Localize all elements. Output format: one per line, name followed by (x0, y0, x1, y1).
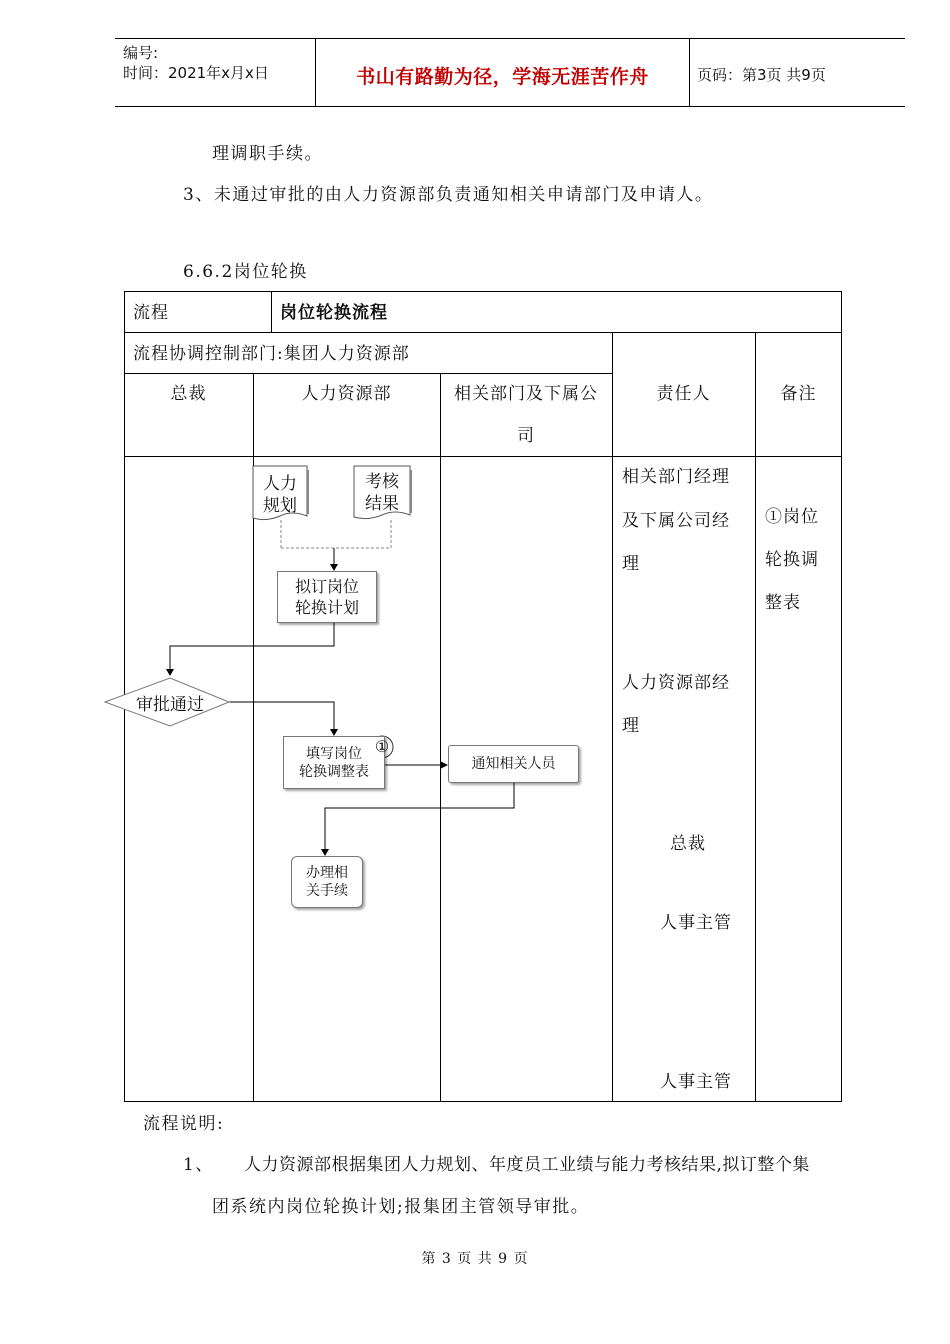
column-related-line1: 相关部门及下属公 (454, 384, 598, 404)
plan-line2: 轮换计划 (294, 598, 359, 617)
document-time-label: 时间：2021年x月x日 (123, 64, 269, 82)
column-hr: 人力资源部 (301, 384, 392, 404)
decision-label: 审批通过 (136, 695, 204, 715)
notes-title: 流程说明: (143, 1114, 225, 1134)
page-footer: 第 3 页 共 9 页 (421, 1251, 529, 1267)
handle-line2: 关手续 (306, 883, 348, 899)
responsible-4: 人事主管 (660, 913, 732, 933)
handle-line1: 办理相 (306, 865, 348, 881)
header-page-label: 页码：第3页 共9页 (697, 66, 826, 84)
body-line-1: 理调职手续。 (212, 144, 323, 164)
process-fill-adjustment-form (283, 736, 385, 789)
process-notify-staff: 通知相关人员 (448, 745, 579, 783)
form-marker: ① (374, 737, 390, 756)
notes-item1-line1: 人力资源部根据集团人力规划、年度员工业绩与能力考核结果,拟订整个集 (244, 1155, 810, 1175)
responsible-1-line2: 及下属公司经 (622, 511, 730, 531)
header-motto: 书山有路勤为径，学海无涯苦作舟 (356, 66, 649, 88)
doc-hr-plan-line1: 人力 (263, 474, 297, 494)
process-draft-rotation-plan (277, 571, 377, 623)
flow-label: 流程 (133, 303, 169, 323)
column-related-line2: 司 (517, 426, 535, 446)
responsible-1-line3: 理 (622, 554, 640, 574)
doc-review-line2: 结果 (365, 494, 399, 511)
doc-review-label (354, 471, 410, 511)
dashed-connector (281, 520, 391, 548)
column-remarks: 备注 (780, 384, 817, 404)
body-line-2: 3、未通过审批的由人力资源部负责通知相关申请部门及申请人。 (183, 185, 714, 205)
responsible-2-line2: 理 (622, 716, 640, 736)
doc-review-line1: 考核 (365, 472, 399, 492)
fill-line1: 填写岗位 (306, 745, 362, 762)
section-heading: 6.6.2岗位轮换 (183, 262, 308, 282)
remarks-line1: ①岗位 (765, 507, 819, 527)
remarks-line2: 轮换调 (765, 550, 819, 570)
control-department: 流程协调控制部门:集团人力资源部 (133, 344, 410, 364)
plan-line1: 拟订岗位 (294, 577, 359, 596)
doc-hr-plan-label (253, 473, 307, 513)
responsible-5: 人事主管 (660, 1072, 732, 1092)
column-responsible: 责任人 (656, 384, 711, 404)
column-president: 总裁 (170, 384, 207, 404)
notes-item1-line2: 团系统内岗位轮换计划;报集团主管领导审批。 (212, 1197, 590, 1217)
fill-line2: 轮换调整表 (299, 763, 369, 780)
document-number-label: 编号: (123, 44, 159, 62)
remarks-line3: 整表 (765, 593, 801, 613)
doc-hr-plan-line2: 规划 (263, 496, 297, 513)
process-handle-procedures (291, 856, 363, 908)
responsible-3: 总裁 (670, 834, 706, 854)
responsible-1-line1: 相关部门经理 (622, 467, 730, 487)
responsible-2-line1: 人力资源部经 (622, 673, 730, 693)
notes-item1-number: 1、 (183, 1155, 214, 1175)
flow-title: 岗位轮换流程 (280, 303, 388, 323)
